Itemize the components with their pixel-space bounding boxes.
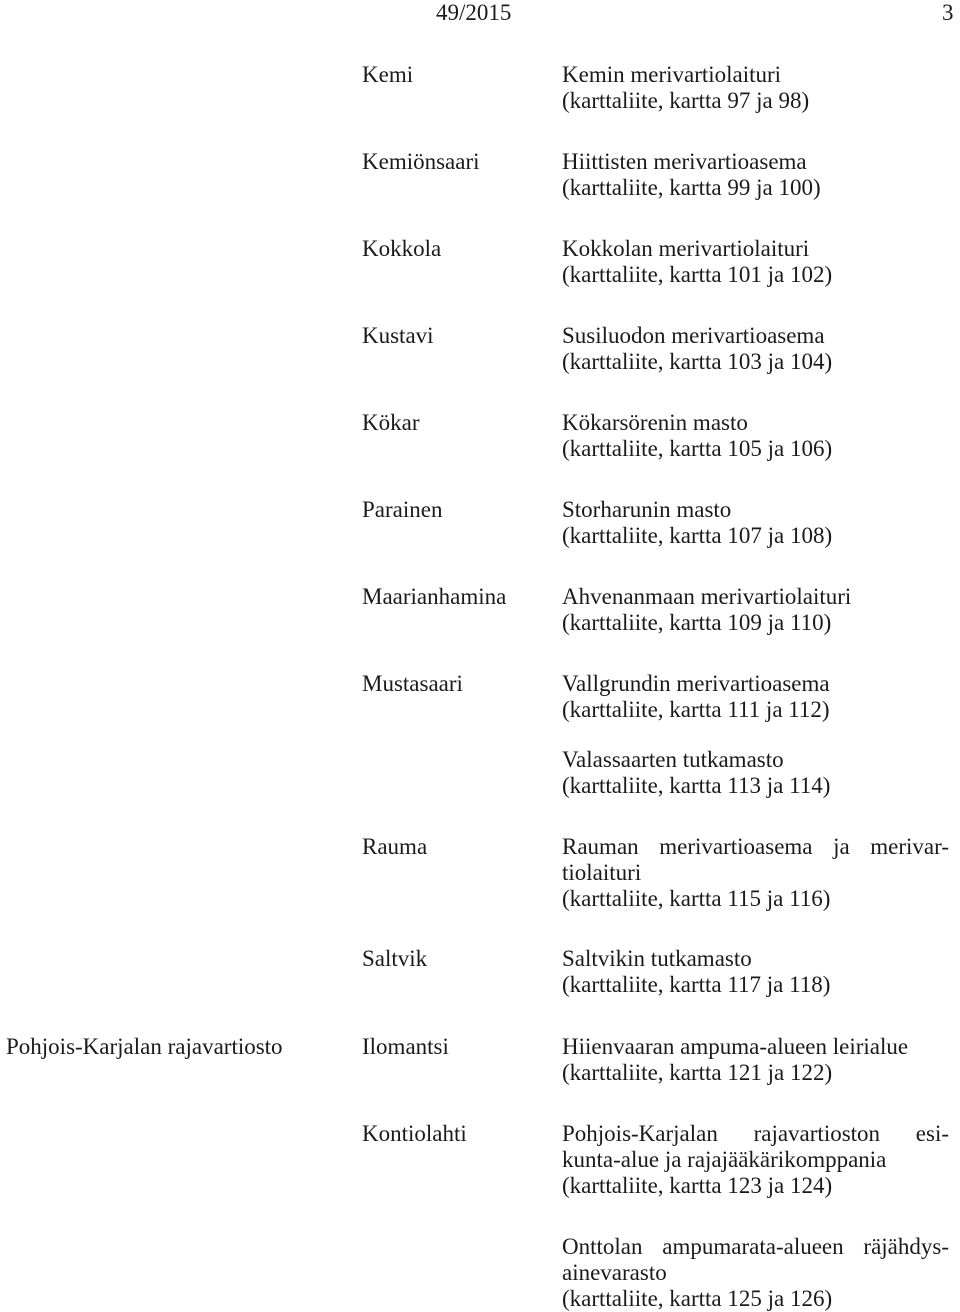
location-name: Kemin merivartiolaituri	[562, 62, 782, 87]
location-cell	[562, 497, 949, 549]
municipality-cell: Maarianhamina	[362, 584, 507, 609]
location-name: Kokkolan merivartiolaituri	[562, 236, 810, 261]
location-cell	[562, 747, 949, 799]
municipality-cell: Kustavi	[362, 323, 434, 348]
municipality-cell: Ilomantsi	[362, 1034, 449, 1059]
municipality-cell: Kemi	[362, 62, 414, 87]
authority-cell: Pohjois-Karjalan rajavartiosto	[6, 1034, 283, 1059]
map-reference: (karttaliite, kartta 101 ja 102)	[562, 262, 833, 287]
location-cell	[562, 834, 949, 912]
location-cell	[562, 584, 949, 636]
municipality-cell: Kökar	[362, 410, 420, 435]
location-name: Valassaarten tutkamasto	[562, 747, 784, 772]
location-cell	[562, 946, 949, 998]
municipality-cell: Rauma	[362, 834, 428, 859]
location-name: Pohjois-Karjalan rajavartioston esi-	[562, 1121, 949, 1146]
location-cell	[562, 671, 949, 723]
map-reference: (karttaliite, kartta 111 ja 112)	[562, 697, 830, 722]
location-name-continued: ainevarasto	[562, 1260, 667, 1285]
map-reference: (karttaliite, kartta 117 ja 118)	[562, 972, 831, 997]
map-reference: (karttaliite, kartta 107 ja 108)	[562, 523, 833, 548]
municipality-cell: Mustasaari	[362, 671, 463, 696]
municipality-cell: Kontiolahti	[362, 1121, 467, 1146]
location-name: Hiittisten merivartioasema	[562, 149, 807, 174]
map-reference: (karttaliite, kartta 97 ja 98)	[562, 88, 810, 113]
map-reference: (karttaliite, kartta 99 ja 100)	[562, 175, 821, 200]
municipality-cell: Parainen	[362, 497, 443, 522]
location-name: Onttolan ampumarata-alueen räjähdys-	[562, 1234, 949, 1259]
map-reference: (karttaliite, kartta 109 ja 110)	[562, 610, 832, 635]
map-reference: (karttaliite, kartta 105 ja 106)	[562, 436, 833, 461]
location-cell	[562, 323, 949, 375]
page-number: 3	[942, 0, 954, 25]
location-name-continued: kunta-alue ja rajajääkärikomppania	[562, 1147, 887, 1172]
map-reference: (karttaliite, kartta 125 ja 126)	[562, 1286, 833, 1311]
location-name: Hiienvaaran ampuma-alueen leirialue	[562, 1034, 909, 1059]
municipality-cell: Saltvik	[362, 946, 428, 971]
location-cell	[562, 1034, 949, 1086]
location-name: Saltvikin tutkamasto	[562, 946, 752, 971]
municipality-cell: Kemiönsaari	[362, 149, 480, 174]
location-name: Susiluodon merivartioasema	[562, 323, 825, 348]
map-reference: (karttaliite, kartta 113 ja 114)	[562, 773, 831, 798]
location-cell	[562, 62, 949, 114]
location-cell	[562, 149, 949, 201]
location-name: Rauman merivartioasema ja merivar-	[562, 834, 949, 859]
location-cell	[562, 1234, 949, 1312]
location-name-continued: tiolaituri	[562, 860, 642, 885]
location-name: Ahvenanmaan merivartiolaituri	[562, 584, 852, 609]
location-name: Vallgrundin merivartioasema	[562, 671, 830, 696]
map-reference: (karttaliite, kartta 115 ja 116)	[562, 886, 831, 911]
map-reference: (karttaliite, kartta 121 ja 122)	[562, 1060, 833, 1085]
map-reference: (karttaliite, kartta 123 ja 124)	[562, 1173, 833, 1198]
location-name: Kökarsörenin masto	[562, 410, 748, 435]
municipality-cell: Kokkola	[362, 236, 442, 261]
location-cell	[562, 410, 949, 462]
location-name: Storharunin masto	[562, 497, 732, 522]
location-cell	[562, 1121, 949, 1199]
map-reference: (karttaliite, kartta 103 ja 104)	[562, 349, 833, 374]
location-cell	[562, 236, 949, 288]
issue-number: 49/2015	[436, 0, 512, 25]
